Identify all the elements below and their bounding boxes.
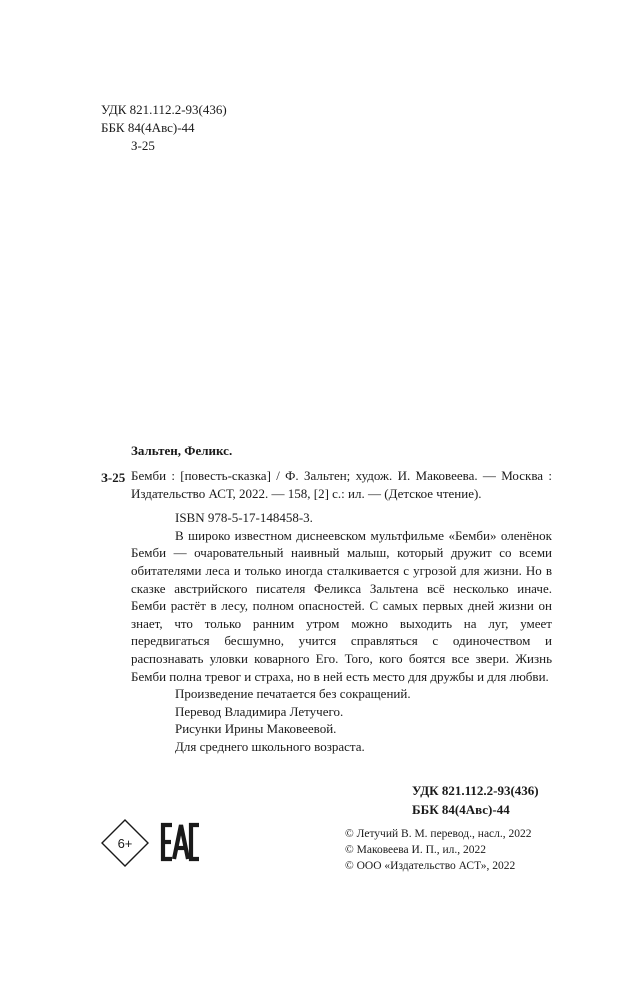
- copyright-illustrations: © Маковеева И. П., ил., 2022: [345, 844, 487, 856]
- note-unabridged: Произведение печатается без сокращений.: [175, 686, 411, 702]
- edition-notes: [131, 685, 552, 755]
- isbn: ISBN 978-5-17-148458-3.: [175, 510, 313, 526]
- bibliographic-description: Бемби : [повесть-сказка] / Ф. Зальтен; худож. И. Маковеева. — Москва : Издательство АСТ, 2022. — 158, [2] с.: ил. — (Детское чтение).: [131, 468, 552, 501]
- note-age-group: Для среднего школьного возраста.: [175, 738, 365, 754]
- bbk-code: ББК 84(4Авс)-44: [101, 120, 195, 135]
- note-translator: Перевод Владимира Летучего.: [175, 703, 344, 719]
- footer-udk-code: УДК 821.112.2-93(436): [412, 783, 539, 798]
- record-author: Зальтен, Феликс.: [131, 443, 233, 458]
- eac-icon: [160, 822, 200, 862]
- bibliographic-record: [131, 467, 552, 756]
- copyright-translation: © Летучий В. М. перевод., насл., 2022: [345, 828, 532, 840]
- author-mark: З-25: [131, 138, 155, 153]
- annotation: В широко известном диснеевском мультфильме «Бемби» оленёнок Бемби — очаровательный наивный малыш, который дружит со всеми обитателями леса и только иногда сталкивается с угрозой для жизни. Но в сказке австрийского писателя Феликса Зальтена всё несколько иначе. Бемби растёт в лесу, полном опасностей. С самых первых дней жизни он знает, что только ранним утром можно выходить на луг, умеет передвигаться бесшумно, учится справляться с одиночеством и распознавать уловки коварного Его. Того, кого боятся все звери. Жизнь Бемби полна тревог и страха, но в ней есть место для дружбы и для любви.: [131, 527, 552, 684]
- copyright-publisher: © ООО «Издательство АСТ», 2022: [345, 860, 516, 872]
- header-classification-codes: [101, 101, 227, 155]
- note-illustrator: Рисунки Ирины Маковеевой.: [175, 721, 337, 737]
- catalog-number: З-25: [101, 470, 126, 485]
- footer-classification-codes: [412, 781, 539, 819]
- footer-bbk-code: ББК 84(4Авс)-44: [412, 802, 510, 817]
- copyright-notices: [345, 826, 532, 874]
- age-rating-badge: [100, 818, 150, 868]
- age-rating-text: 6+: [117, 836, 133, 851]
- udk-code: УДК 821.112.2-93(436): [101, 102, 227, 117]
